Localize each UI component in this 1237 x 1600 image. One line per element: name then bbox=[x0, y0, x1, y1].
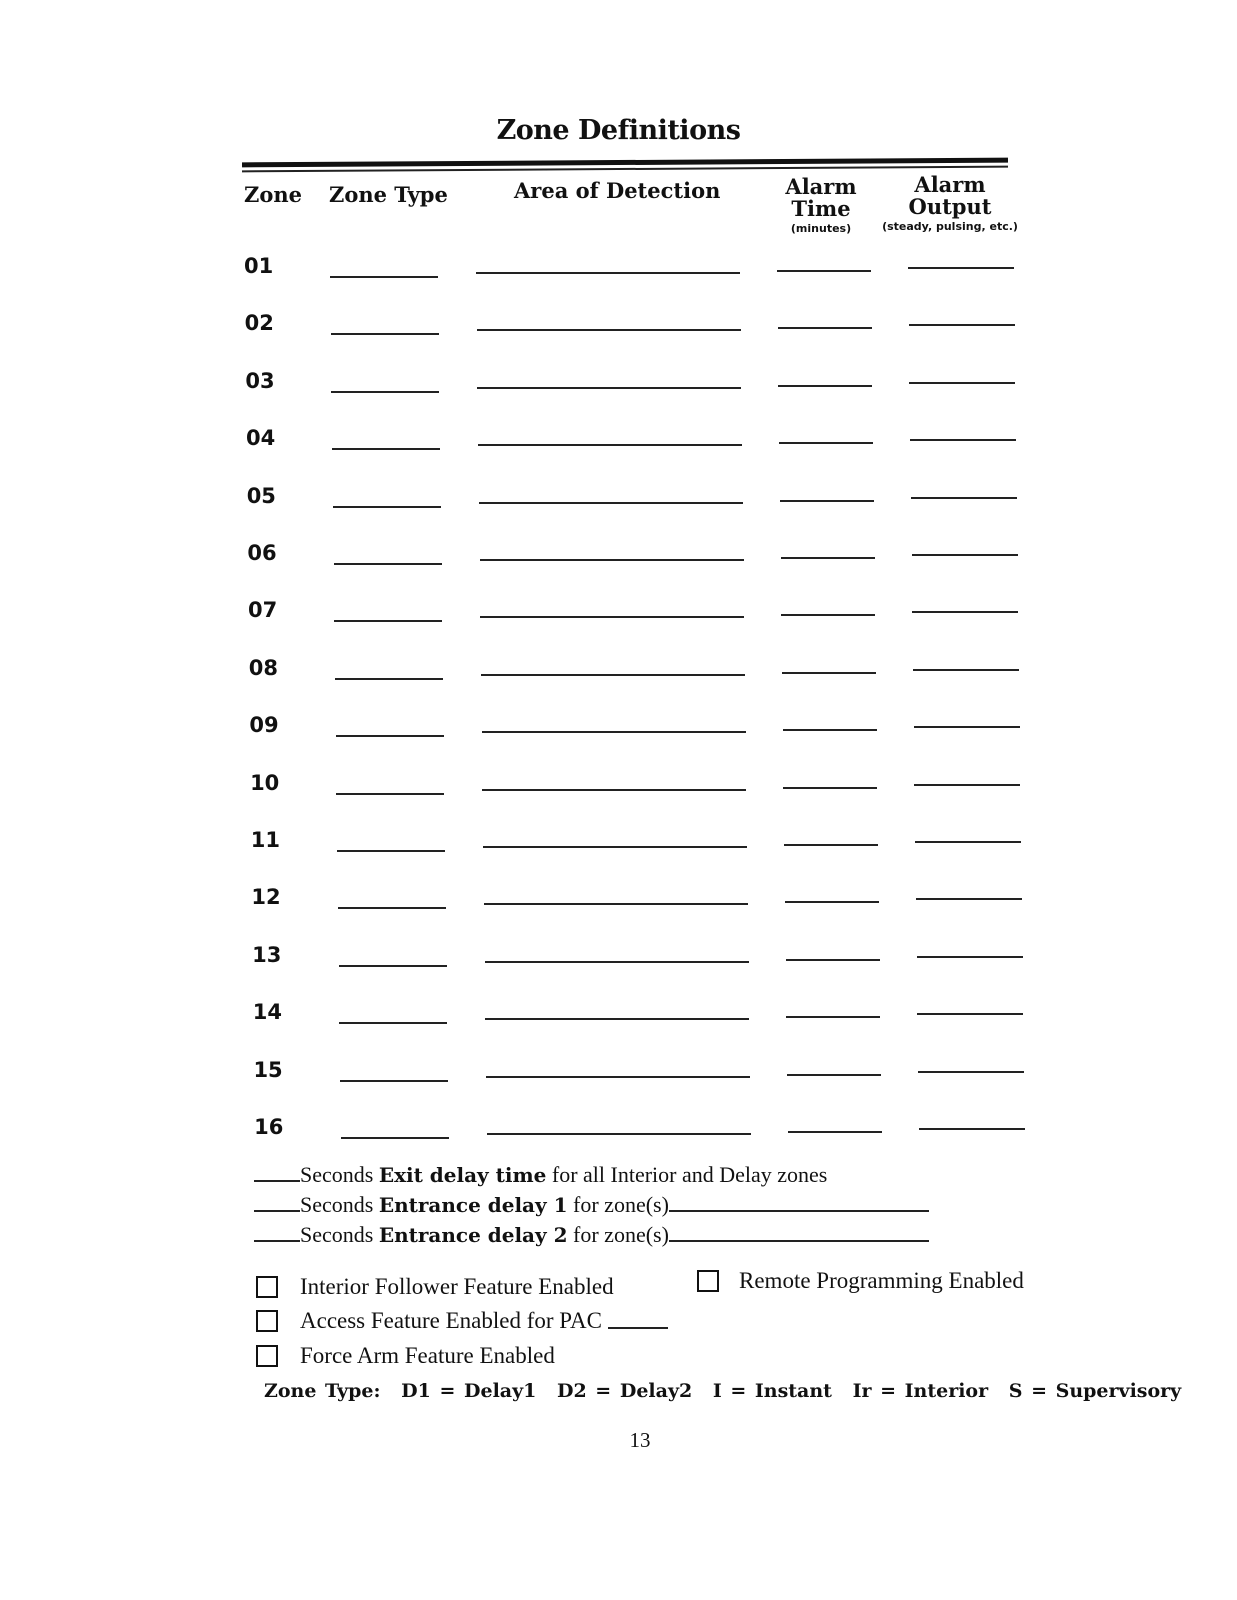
area-of-detection-field[interactable] bbox=[485, 1018, 749, 1020]
alarm-output-field[interactable] bbox=[909, 382, 1015, 384]
remote-programming-checkbox[interactable] bbox=[697, 1270, 719, 1292]
entrance-delay-1-line bbox=[254, 1192, 929, 1218]
zone-number: 08 bbox=[248, 656, 278, 680]
alarm-time-field[interactable] bbox=[778, 385, 872, 387]
zone-number: 05 bbox=[246, 484, 276, 508]
area-of-detection-field[interactable] bbox=[482, 731, 746, 733]
zone-type-field[interactable] bbox=[339, 1022, 447, 1024]
entrance-delay-2-prefix: Seconds bbox=[300, 1222, 379, 1247]
alarm-time-field[interactable] bbox=[782, 672, 876, 674]
alarm-output-field[interactable] bbox=[919, 1128, 1025, 1130]
area-of-detection-field[interactable] bbox=[484, 903, 748, 905]
alarm-output-field[interactable] bbox=[911, 497, 1017, 499]
force-arm-label: Force Arm Feature Enabled bbox=[300, 1343, 555, 1368]
pac-field[interactable] bbox=[608, 1313, 668, 1329]
interior-follower-checkbox[interactable] bbox=[256, 1276, 278, 1298]
header-alarm-output-hint: (steady, pulsing, etc.) bbox=[882, 220, 1018, 233]
alarm-time-field[interactable] bbox=[783, 729, 877, 731]
option-force-arm bbox=[256, 1343, 555, 1369]
alarm-output-field[interactable] bbox=[913, 669, 1019, 671]
alarm-output-field[interactable] bbox=[917, 1013, 1023, 1015]
zone-type-field[interactable] bbox=[332, 448, 440, 450]
alarm-time-field[interactable] bbox=[777, 270, 871, 272]
area-of-detection-field[interactable] bbox=[476, 272, 740, 274]
page-title: Zone Definitions bbox=[496, 115, 741, 146]
area-of-detection-field[interactable] bbox=[480, 616, 744, 618]
area-of-detection-field[interactable] bbox=[482, 789, 746, 791]
exit-delay-line bbox=[254, 1162, 827, 1188]
zone-number: 10 bbox=[250, 771, 280, 795]
alarm-time-field[interactable] bbox=[781, 614, 875, 616]
header-alarm-output bbox=[874, 174, 1026, 236]
zone-type-field[interactable] bbox=[334, 620, 442, 622]
alarm-time-field[interactable] bbox=[785, 901, 879, 903]
alarm-time-field[interactable] bbox=[779, 442, 873, 444]
area-of-detection-field[interactable] bbox=[478, 444, 742, 446]
alarm-output-field[interactable] bbox=[914, 784, 1020, 786]
legend-i: I = Instant bbox=[712, 1380, 832, 1402]
zone-type-field[interactable] bbox=[341, 1137, 449, 1139]
zone-number: 12 bbox=[251, 885, 281, 909]
alarm-time-field[interactable] bbox=[781, 557, 875, 559]
alarm-time-field[interactable] bbox=[778, 327, 872, 329]
area-of-detection-field[interactable] bbox=[477, 329, 741, 331]
legend-ir: Ir = Interior bbox=[852, 1380, 989, 1402]
title-rule-thin bbox=[242, 166, 1008, 173]
entrance-delay-2-seconds-field[interactable] bbox=[254, 1224, 300, 1242]
area-of-detection-field[interactable] bbox=[487, 1133, 751, 1135]
option-access-feature bbox=[256, 1308, 668, 1334]
zone-type-field[interactable] bbox=[340, 1080, 448, 1082]
zone-number: 15 bbox=[253, 1058, 283, 1082]
zone-number: 01 bbox=[244, 254, 274, 278]
header-alarm-time-label: Alarm Time bbox=[785, 174, 857, 221]
exit-delay-bold: Exit delay time bbox=[378, 1163, 547, 1187]
option-interior-follower bbox=[256, 1274, 614, 1300]
zone-type-field[interactable] bbox=[334, 563, 442, 565]
alarm-time-field[interactable] bbox=[783, 787, 877, 789]
alarm-time-field[interactable] bbox=[780, 500, 874, 502]
alarm-output-field[interactable] bbox=[910, 439, 1016, 441]
access-feature-label: Access Feature Enabled for PAC bbox=[300, 1308, 602, 1333]
legend-s: S = Supervisory bbox=[1008, 1380, 1182, 1402]
alarm-output-field[interactable] bbox=[912, 611, 1018, 613]
remote-programming-label: Remote Programming Enabled bbox=[739, 1268, 1024, 1293]
header-zone: Zone bbox=[244, 182, 302, 207]
zone-type-field[interactable] bbox=[337, 850, 445, 852]
alarm-output-field[interactable] bbox=[914, 726, 1020, 728]
legend-d2: D2 = Delay2 bbox=[557, 1380, 693, 1402]
area-of-detection-field[interactable] bbox=[480, 559, 744, 561]
zone-type-field[interactable] bbox=[331, 333, 439, 335]
zone-type-field[interactable] bbox=[333, 506, 441, 508]
zone-number: 02 bbox=[244, 311, 274, 335]
interior-follower-label: Interior Follower Feature Enabled bbox=[300, 1274, 614, 1299]
header-alarm-output-label: Alarm Output bbox=[908, 172, 992, 219]
zone-type-field[interactable] bbox=[336, 793, 444, 795]
zone-number: 13 bbox=[252, 943, 282, 967]
header-area-of-detection: Area of Detection bbox=[514, 178, 721, 203]
zone-type-field[interactable] bbox=[330, 276, 438, 278]
access-feature-checkbox[interactable] bbox=[256, 1310, 278, 1332]
alarm-time-field[interactable] bbox=[787, 1074, 881, 1076]
zone-number: 16 bbox=[254, 1115, 284, 1139]
alarm-time-field[interactable] bbox=[786, 959, 880, 961]
alarm-output-field[interactable] bbox=[915, 841, 1021, 843]
area-of-detection-field[interactable] bbox=[481, 674, 745, 676]
zone-number: 07 bbox=[248, 598, 278, 622]
zone-number: 11 bbox=[250, 828, 280, 852]
option-remote-programming bbox=[697, 1268, 1024, 1294]
zone-number: 04 bbox=[246, 426, 276, 450]
alarm-output-field[interactable] bbox=[909, 324, 1015, 326]
alarm-time-field[interactable] bbox=[784, 844, 878, 846]
area-of-detection-field[interactable] bbox=[479, 502, 743, 504]
entrance-delay-1-bold: Entrance delay 1 bbox=[378, 1193, 568, 1217]
exit-delay-prefix: Seconds bbox=[300, 1162, 379, 1187]
exit-delay-seconds-field[interactable] bbox=[254, 1164, 300, 1182]
zone-number: 03 bbox=[245, 369, 275, 393]
exit-delay-suffix: for all Interior and Delay zones bbox=[546, 1162, 828, 1187]
area-of-detection-field[interactable] bbox=[485, 961, 749, 963]
alarm-output-field[interactable] bbox=[916, 898, 1022, 900]
zone-type-field[interactable] bbox=[338, 907, 446, 909]
area-of-detection-field[interactable] bbox=[483, 846, 747, 848]
zone-type-field[interactable] bbox=[335, 678, 443, 680]
zone-type-field[interactable] bbox=[339, 965, 447, 967]
alarm-output-field[interactable] bbox=[918, 1071, 1024, 1073]
alarm-output-field[interactable] bbox=[917, 956, 1023, 958]
header-alarm-time bbox=[776, 176, 866, 238]
legend-d1: D1 = Delay1 bbox=[401, 1380, 537, 1402]
entrance-delay-2-line bbox=[254, 1222, 929, 1248]
force-arm-checkbox[interactable] bbox=[256, 1345, 278, 1367]
area-of-detection-field[interactable] bbox=[477, 387, 741, 389]
legend-label: Zone Type: bbox=[264, 1380, 381, 1402]
entrance-delay-2-zones-field[interactable] bbox=[669, 1224, 929, 1242]
alarm-time-field[interactable] bbox=[788, 1131, 882, 1133]
alarm-output-field[interactable] bbox=[908, 267, 1014, 269]
zone-type-field[interactable] bbox=[336, 735, 444, 737]
header-alarm-time-unit: (minutes) bbox=[790, 222, 852, 235]
zone-number: 06 bbox=[247, 541, 277, 565]
zone-type-legend bbox=[264, 1380, 1193, 1402]
entrance-delay-1-prefix: Seconds bbox=[300, 1192, 379, 1217]
zone-number: 14 bbox=[252, 1000, 282, 1024]
entrance-delay-1-zones-field[interactable] bbox=[669, 1194, 929, 1212]
header-zone-type: Zone Type bbox=[329, 182, 448, 207]
page-number: 13 bbox=[629, 1428, 651, 1452]
entrance-delay-1-seconds-field[interactable] bbox=[254, 1194, 300, 1212]
entrance-delay-2-bold: Entrance delay 2 bbox=[378, 1223, 568, 1247]
entrance-delay-1-suffix: for zone(s) bbox=[567, 1192, 669, 1217]
zone-type-field[interactable] bbox=[331, 391, 439, 393]
alarm-output-field[interactable] bbox=[912, 554, 1018, 556]
alarm-time-field[interactable] bbox=[786, 1016, 880, 1018]
zone-number: 09 bbox=[249, 713, 279, 737]
entrance-delay-2-suffix: for zone(s) bbox=[567, 1222, 669, 1247]
area-of-detection-field[interactable] bbox=[486, 1076, 750, 1078]
